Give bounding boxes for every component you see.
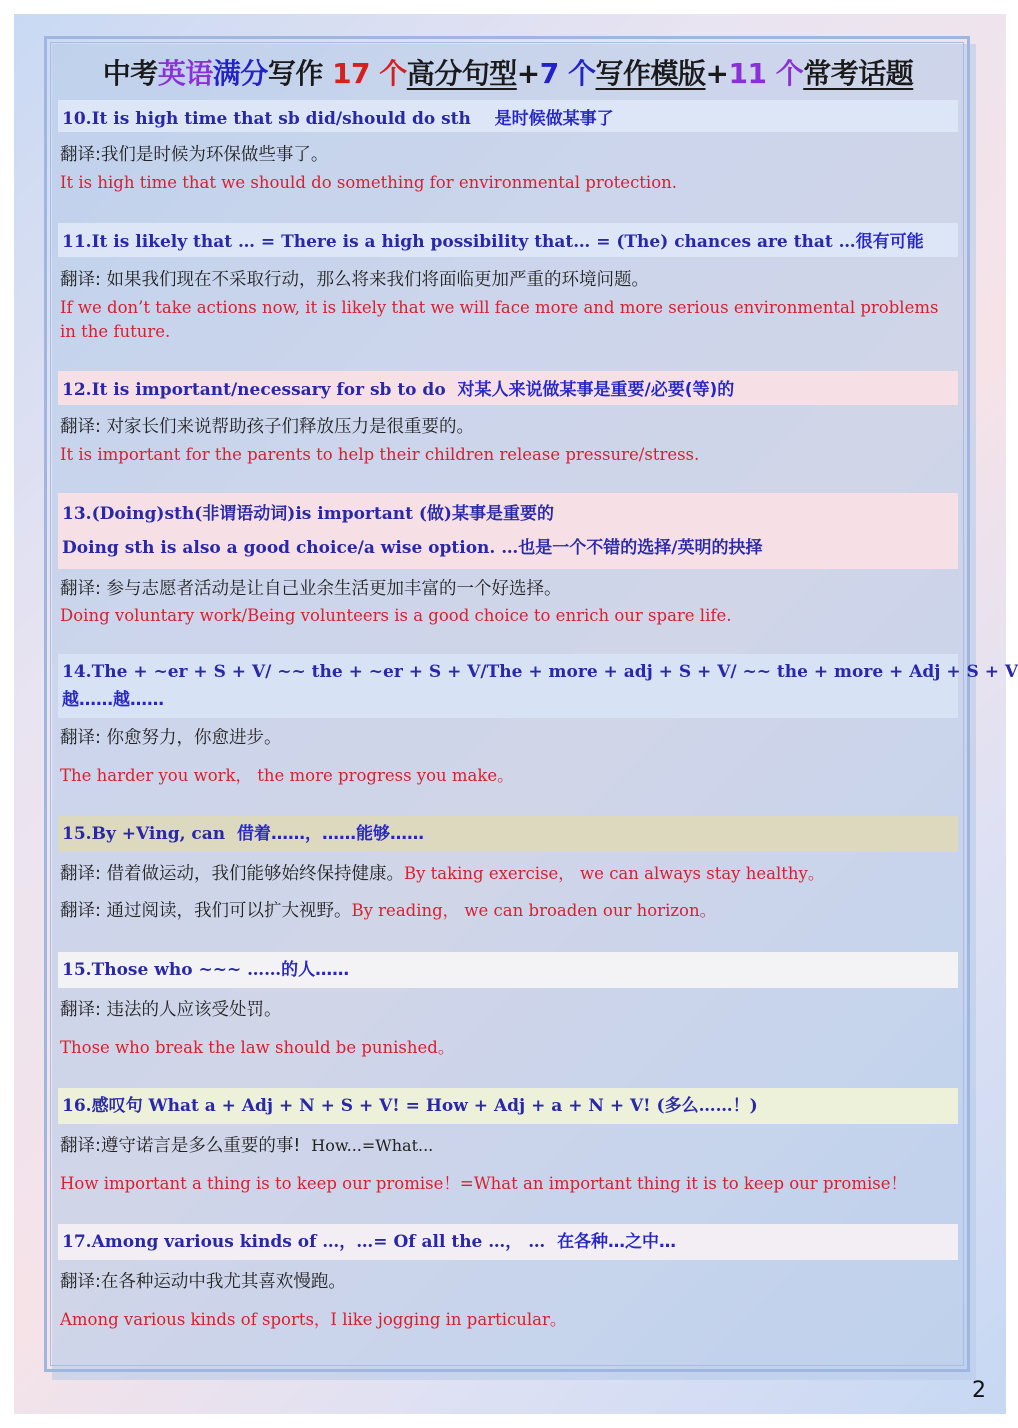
page-title: 中考英语满分写作 17 个高分句型+7 个写作模版+11 个常考话题 bbox=[102, 57, 914, 90]
section-10-heading: 10.It is high time that sb did/should do sth 是时候做某事了 bbox=[58, 100, 958, 132]
section-14-heading: 14.The + ~er + S + V/ ~~ the + ~er + S + V/The + more + adj + S + V/ ~~ the + more + Adj + S + V 越……越…… bbox=[58, 654, 958, 718]
section-13-example: Doing voluntary work/Being volunteers is a good choice to enrich our spare life. bbox=[60, 606, 732, 625]
section-16-example: How important a thing is to keep our promise！=What an important thing it is to keep our promise！ bbox=[60, 1174, 907, 1193]
section-12-example: It is important for the parents to help their children release pressure/stress. bbox=[60, 445, 700, 464]
section-11-example: If we don’t take actions now, it is likely that we will face more and more serious environmental problems in the future. bbox=[60, 298, 939, 341]
section-11-heading: 11.It is likely that … = There is a high possibility that… = (The) chances are that …很有可能 bbox=[58, 223, 958, 257]
section-12-translation: 翻译: 对家长们来说帮助孩子们释放压力是很重要的。 bbox=[60, 417, 474, 437]
section-14-example: The harder you work， the more progress you make。 bbox=[60, 766, 514, 785]
page-number: 2 bbox=[972, 1378, 986, 1403]
section-15-those-translation: 翻译: 违法的人应该受处罚。 bbox=[60, 1000, 282, 1020]
section-15-by-heading: 15.By +Ving, can 借着……，……能够…… bbox=[58, 816, 958, 852]
section-11-translation: 翻译: 如果我们现在不采取行动，那么将来我们将面临更加严重的环境问题。 bbox=[60, 270, 649, 290]
section-16-heading: 16.感叹句 What a + Adj + N + S + V! = How + Adj + a + N + V! (多么……！) bbox=[58, 1088, 958, 1124]
section-17-translation: 翻译:在各种运动中我尤其喜欢慢跑。 bbox=[60, 1272, 346, 1292]
section-14-translation: 翻译: 你愈努力，你愈进步。 bbox=[60, 728, 282, 748]
section-10-example: It is high time that we should do something for environmental protection. bbox=[60, 173, 678, 192]
section-12-heading: 12.It is important/necessary for sb to do 对某人来说做某事是重要/必要(等)的 bbox=[58, 371, 958, 405]
section-17-example: Among various kinds of sports，I like jogging in particular。 bbox=[60, 1310, 567, 1329]
section-15-those-example: Those who break the law should be punished。 bbox=[60, 1038, 455, 1057]
section-10-translation: 翻译:我们是时候为环保做些事了。 bbox=[60, 145, 329, 165]
section-15-those-heading: 15.Those who ~~~ ……的人…… bbox=[58, 952, 958, 988]
section-17-heading: 17.Among various kinds of …，…= Of all the …， … 在各种…之中… bbox=[58, 1224, 958, 1260]
section-15-by-example-1: 翻译: 借着做运动，我们能够始终保持健康。By taking exercise， we can always stay healthy。 bbox=[60, 864, 825, 884]
section-13-heading: 13.(Doing)sth(非谓语动词)is important (做)某事是重要的 Doing sth is also a good choice/a wise option. …也是一个不错的选择/英明的抉择 bbox=[58, 493, 958, 569]
section-13-translation: 翻译: 参与志愿者活动是让自己业余生活更加丰富的一个好选择。 bbox=[60, 579, 562, 599]
section-16-translation: 翻译:遵守诺言是多么重要的事! How...=What... bbox=[60, 1136, 434, 1156]
section-15-by-example-2: 翻译: 通过阅读，我们可以扩大视野。By reading， we can broaden our horizon。 bbox=[60, 901, 717, 921]
